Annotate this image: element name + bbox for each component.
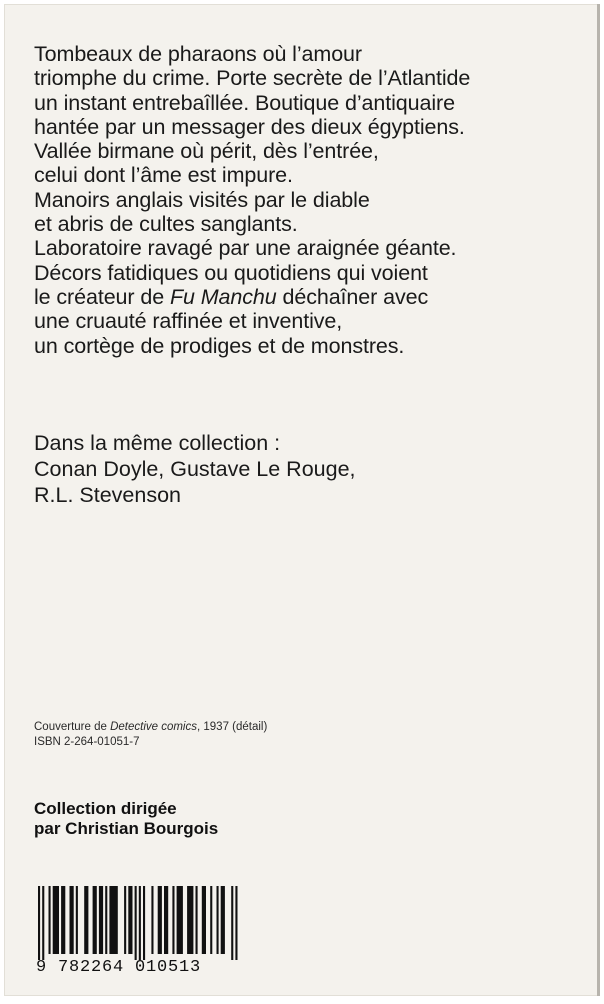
page-edge	[597, 4, 600, 996]
director-line: par Christian Bourgois	[34, 819, 219, 838]
barcode-bar	[135, 886, 137, 960]
cover-credits	[34, 720, 267, 750]
blurb-line: Décors fatidiques ou quotidiens qui voient	[34, 260, 428, 285]
barcode-bar	[202, 886, 206, 954]
barcode-bar	[151, 886, 153, 954]
barcode-bar	[93, 886, 97, 954]
director-line: Collection dirigée	[34, 799, 177, 818]
collection-authors: Conan Doyle, Gustave Le Rouge,	[34, 457, 356, 481]
credit-comic-title: Detective comics	[110, 721, 197, 733]
barcode-bar	[143, 886, 145, 960]
blurb-text	[34, 42, 470, 358]
barcode-bar	[61, 886, 65, 954]
barcode-bar	[196, 886, 198, 954]
blurb-line: triomphe du crime. Porte secrète de l’Atlantide	[34, 66, 471, 91]
credit-text: , 1937 (détail)	[197, 721, 268, 733]
barcode-bar	[177, 886, 183, 954]
blurb-text-segment: déchaîner avec	[276, 284, 429, 309]
barcode-digits: 9 782264 010513	[36, 958, 202, 977]
barcode-bar	[221, 886, 225, 954]
blurb-line: un instant entrebaîllée. Boutique d’antiquaire	[34, 90, 455, 115]
barcode-bar	[210, 886, 212, 954]
barcode-bar	[99, 886, 103, 954]
barcode-bar	[217, 886, 219, 954]
fu-manchu-title: Fu Manchu	[169, 284, 277, 309]
credit-text: Couverture de	[34, 721, 111, 733]
barcode-bar	[187, 886, 193, 954]
isbn: ISBN 2-264-01051-7	[34, 736, 140, 748]
blurb-line: hantée par un messager des dieux égyptiens.	[34, 114, 465, 139]
barcode-bar	[76, 886, 78, 954]
barcode-bar	[42, 886, 44, 960]
barcode-bar	[172, 886, 174, 954]
collection-authors: R.L. Stevenson	[34, 483, 182, 507]
cover-credit-line	[34, 720, 267, 735]
barcode-bar	[231, 886, 233, 960]
blurb-line	[34, 285, 470, 309]
barcode-bar	[70, 886, 74, 954]
barcode-bar	[124, 886, 126, 954]
blurb-line: un cortège de prodiges et de monstres.	[34, 333, 405, 358]
collection-heading: Dans la même collection :	[34, 431, 281, 455]
book-back-cover	[4, 4, 600, 996]
collection-director	[34, 799, 218, 839]
blurb-line: Tombeaux de pharaons où l’amour	[34, 42, 362, 66]
ean13-barcode-icon	[34, 886, 248, 960]
blurb-line: Manoirs anglais visités par le diable	[34, 187, 370, 212]
barcode-bar	[84, 886, 88, 954]
blurb-line: Laboratoire ravagé par une araignée géante.	[34, 236, 457, 261]
barcode-bar	[105, 886, 107, 954]
blurb-text-segment: le créateur de	[34, 284, 170, 309]
blurb-line: celui dont l’âme est impure.	[34, 163, 293, 188]
barcode-bar	[139, 886, 141, 960]
barcode-bar	[53, 886, 59, 954]
blurb-line: Vallée birmane où périt, dès l’entrée,	[34, 139, 379, 164]
blurb-line: une cruauté raffinée et inventive,	[34, 309, 343, 334]
barcode-bar	[38, 886, 40, 960]
barcode-bar	[49, 886, 51, 954]
barcode-bar	[158, 886, 162, 954]
barcode-bar	[109, 886, 117, 954]
same-collection-section	[34, 430, 356, 508]
barcode-bar	[235, 886, 237, 960]
barcode-bar	[164, 886, 168, 954]
blurb-line: et abris de cultes sanglants.	[34, 212, 298, 237]
barcode-bar	[128, 886, 132, 954]
barcode	[34, 886, 248, 980]
